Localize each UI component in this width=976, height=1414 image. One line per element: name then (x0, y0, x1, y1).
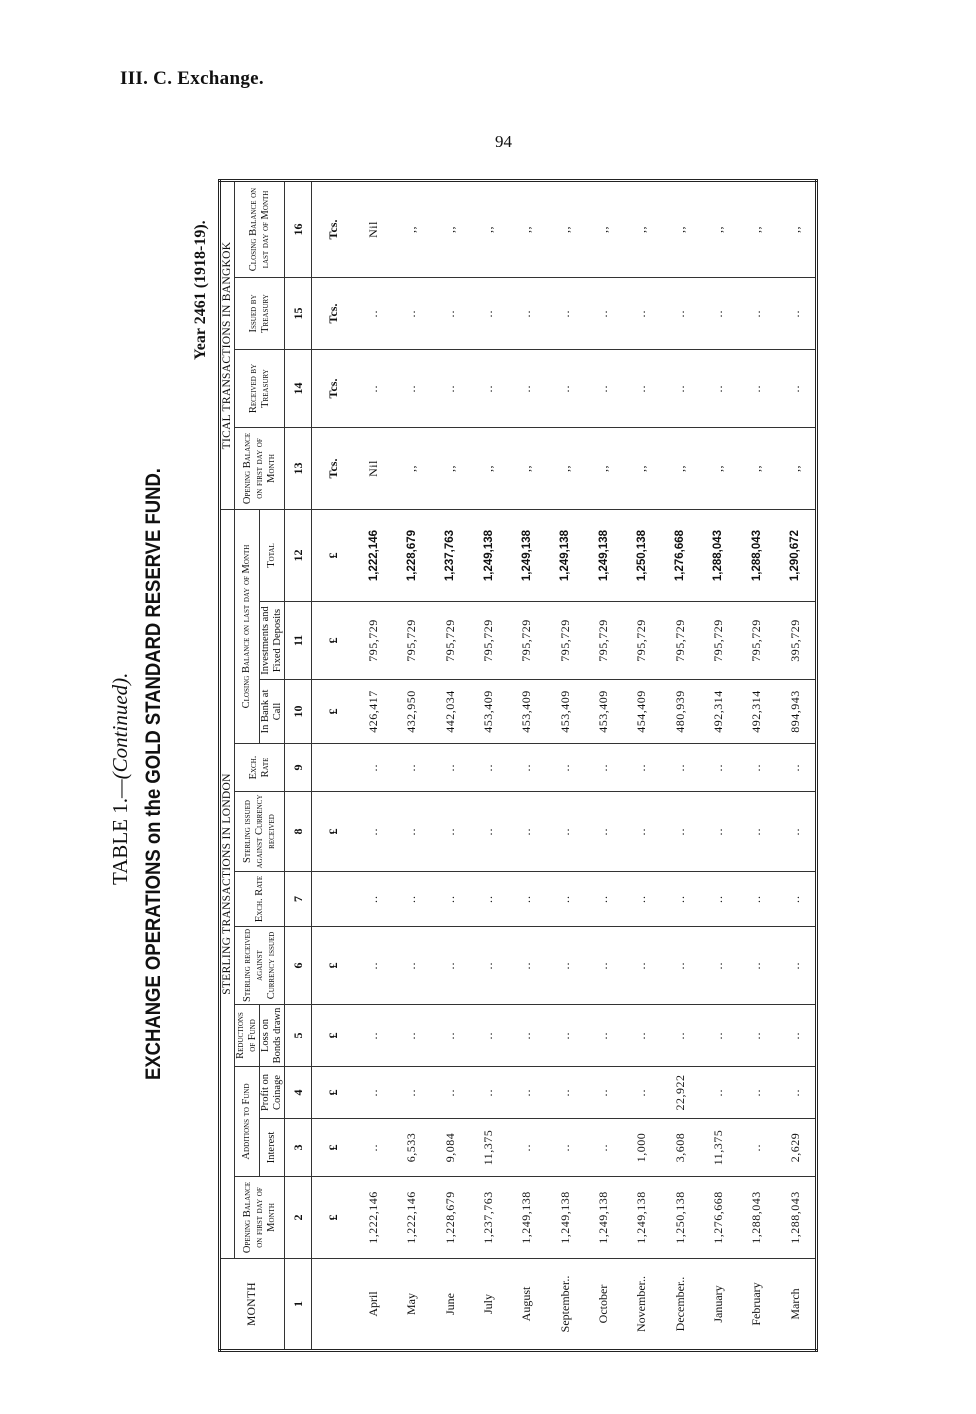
column-number: 1 (285, 1259, 312, 1351)
value-cell-11: 795,729 (738, 602, 776, 680)
sterling-received-header: Sterling received against Currency issued (235, 927, 285, 1005)
table-row (469, 180, 507, 1350)
value-cell-6: .. (623, 927, 661, 1005)
table-label: TABLE 1. (108, 798, 132, 885)
unit-cell: £ (312, 1119, 355, 1177)
column-number: 12 (285, 510, 312, 602)
column-number: 2 (285, 1177, 312, 1259)
exchange-operations-table-wrapper (218, 182, 818, 1352)
value-cell-5: .. (661, 1005, 699, 1067)
value-cell-11: 795,729 (431, 602, 469, 680)
unit-cell: Tcs. (312, 278, 355, 350)
column-number: 10 (285, 680, 312, 744)
value-cell-9: .. (776, 744, 817, 792)
value-cell-13: ,, (431, 428, 469, 510)
value-cell-11: 795,729 (546, 602, 584, 680)
london-group-header: STERLING TRANSACTIONS IN LONDON (220, 510, 235, 1259)
unit-cell (312, 1259, 355, 1351)
value-cell-8: .. (508, 792, 546, 872)
table-row (623, 180, 661, 1350)
total-header: Total (260, 510, 285, 602)
value-cell-6: .. (738, 927, 776, 1005)
value-cell-5: .. (776, 1005, 817, 1067)
column-number: 4 (285, 1067, 312, 1119)
value-cell-10: 432,950 (393, 680, 431, 744)
value-cell-15: .. (776, 278, 817, 350)
value-cell-7: .. (546, 872, 584, 927)
value-cell-16: ,, (623, 180, 661, 277)
value-cell-3: 1,000 (623, 1119, 661, 1177)
value-cell-5: .. (738, 1005, 776, 1067)
column-number: 11 (285, 602, 312, 680)
unit-cell: Tcs. (312, 428, 355, 510)
value-cell-7: .. (776, 872, 817, 927)
value-cell-8: .. (776, 792, 817, 872)
value-cell-7: .. (469, 872, 507, 927)
value-cell-14: .. (546, 350, 584, 428)
value-cell-5: .. (699, 1005, 737, 1067)
value-cell-3: .. (354, 1119, 392, 1177)
value-cell-12: 1,228,679 (393, 510, 431, 602)
interest-header: Interest (260, 1119, 285, 1177)
value-cell-2: 1,250,138 (661, 1177, 699, 1259)
month-cell: November.. (623, 1259, 661, 1351)
unit-cell: £ (312, 927, 355, 1005)
table-row (699, 180, 737, 1350)
value-cell-12: 1,288,043 (738, 510, 776, 602)
investments-header: Investments and Fixed Deposits (260, 602, 285, 680)
month-cell: February (738, 1259, 776, 1351)
value-cell-2: 1,276,668 (699, 1177, 737, 1259)
unit-cell: £ (312, 792, 355, 872)
value-cell-5: .. (584, 1005, 622, 1067)
value-cell-11: 795,729 (393, 602, 431, 680)
value-cell-12: 1,250,138 (623, 510, 661, 602)
value-cell-14: .. (508, 350, 546, 428)
value-cell-10: 480,939 (661, 680, 699, 744)
value-cell-8: .. (584, 792, 622, 872)
value-cell-3: 2,629 (776, 1119, 817, 1177)
value-cell-4: .. (738, 1067, 776, 1119)
value-cell-5: .. (623, 1005, 661, 1067)
value-cell-4: .. (431, 1067, 469, 1119)
value-cell-8: .. (738, 792, 776, 872)
bangkok-group-header: TICAL TRANSACTIONS IN BANGKOK (220, 180, 235, 509)
value-cell-14: .. (431, 350, 469, 428)
unit-cell: £ (312, 1005, 355, 1067)
value-cell-10: 894,943 (776, 680, 817, 744)
tical-closing-header: Closing Balance on last day of Month (235, 180, 285, 277)
value-cell-8: .. (661, 792, 699, 872)
year-label: Year 2461 (1918-19). (192, 220, 209, 360)
value-cell-13: ,, (469, 428, 507, 510)
value-cell-9: .. (354, 744, 392, 792)
value-cell-6: .. (393, 927, 431, 1005)
exchange-operations-table (218, 179, 818, 1352)
value-cell-9: .. (546, 744, 584, 792)
value-cell-4: .. (393, 1067, 431, 1119)
in-bank-header: In Bank at Call (260, 680, 285, 744)
value-cell-4: .. (469, 1067, 507, 1119)
value-cell-12: 1,249,138 (508, 510, 546, 602)
value-cell-8: .. (546, 792, 584, 872)
value-cell-12: 1,249,138 (546, 510, 584, 602)
column-number: 15 (285, 278, 312, 350)
exch-rate-header-2: Exch. Rate (235, 744, 285, 792)
value-cell-7: .. (699, 872, 737, 927)
value-cell-16: ,, (469, 180, 507, 277)
value-cell-8: .. (699, 792, 737, 872)
issued-by-treasury-header: Issued by Treasury (235, 278, 285, 350)
value-cell-7: .. (354, 872, 392, 927)
value-cell-3: 9,084 (431, 1119, 469, 1177)
value-cell-6: .. (508, 927, 546, 1005)
value-cell-12: 1,222,146 (354, 510, 392, 602)
value-cell-8: .. (393, 792, 431, 872)
column-number: 9 (285, 744, 312, 792)
value-cell-5: .. (393, 1005, 431, 1067)
value-cell-2: 1,222,146 (354, 1177, 392, 1259)
additions-header: Additions to Fund (235, 1067, 260, 1177)
value-cell-10: 453,409 (508, 680, 546, 744)
value-cell-15: .. (623, 278, 661, 350)
fund-title: EXCHANGE OPERATIONS on the GOLD STANDARD RESERVE FUND. (142, 468, 165, 1080)
value-cell-3: .. (738, 1119, 776, 1177)
table-row (738, 180, 776, 1350)
value-cell-11: 795,729 (508, 602, 546, 680)
table-row (776, 180, 817, 1350)
value-cell-10: 492,314 (699, 680, 737, 744)
value-cell-16: Nil (354, 180, 392, 277)
value-cell-15: .. (508, 278, 546, 350)
column-number: 13 (285, 428, 312, 510)
value-cell-2: 1,249,138 (546, 1177, 584, 1259)
column-number: 5 (285, 1005, 312, 1067)
column-number: 16 (285, 180, 312, 277)
value-cell-13: ,, (508, 428, 546, 510)
unit-cell: £ (312, 1067, 355, 1119)
value-cell-14: .. (584, 350, 622, 428)
value-cell-7: .. (508, 872, 546, 927)
table-row (661, 180, 699, 1350)
value-cell-7: .. (431, 872, 469, 927)
value-cell-2: 1,228,679 (431, 1177, 469, 1259)
value-cell-6: .. (354, 927, 392, 1005)
value-cell-2: 1,249,138 (584, 1177, 622, 1259)
value-cell-8: .. (431, 792, 469, 872)
table-row (393, 180, 431, 1350)
value-cell-3: .. (584, 1119, 622, 1177)
value-cell-13: ,, (661, 428, 699, 510)
value-cell-15: .. (584, 278, 622, 350)
value-cell-15: .. (546, 278, 584, 350)
value-cell-11: 795,729 (584, 602, 622, 680)
value-cell-2: 1,249,138 (508, 1177, 546, 1259)
value-cell-8: .. (469, 792, 507, 872)
value-cell-3: 6,533 (393, 1119, 431, 1177)
value-cell-16: ,, (661, 180, 699, 277)
value-cell-12: 1,237,763 (431, 510, 469, 602)
value-cell-3: 3,608 (661, 1119, 699, 1177)
value-cell-6: .. (699, 927, 737, 1005)
value-cell-16: ,, (546, 180, 584, 277)
value-cell-3: 11,375 (469, 1119, 507, 1177)
value-cell-15: .. (738, 278, 776, 350)
month-cell: March (776, 1259, 817, 1351)
unit-cell: £ (312, 680, 355, 744)
value-cell-10: 453,409 (546, 680, 584, 744)
value-cell-7: .. (584, 872, 622, 927)
unit-cell: £ (312, 510, 355, 602)
value-cell-14: .. (699, 350, 737, 428)
value-cell-15: .. (393, 278, 431, 350)
value-cell-15: .. (699, 278, 737, 350)
value-cell-5: .. (508, 1005, 546, 1067)
value-cell-13: ,, (546, 428, 584, 510)
unit-cell: £ (312, 602, 355, 680)
value-cell-13: Nil (354, 428, 392, 510)
value-cell-9: .. (508, 744, 546, 792)
column-number: 6 (285, 927, 312, 1005)
value-cell-10: 442,034 (431, 680, 469, 744)
section-title: III. C. Exchange. (120, 68, 264, 89)
value-cell-15: .. (431, 278, 469, 350)
value-cell-14: .. (661, 350, 699, 428)
value-cell-11: 795,729 (469, 602, 507, 680)
table-row (546, 180, 584, 1350)
value-cell-15: .. (661, 278, 699, 350)
unit-cell: £ (312, 1177, 355, 1259)
value-cell-2: 1,222,146 (393, 1177, 431, 1259)
table-row (354, 180, 392, 1350)
value-cell-9: .. (584, 744, 622, 792)
table-row (431, 180, 469, 1350)
value-cell-16: ,, (699, 180, 737, 277)
value-cell-12: 1,288,043 (699, 510, 737, 602)
reductions-header: Reductions of Fund (235, 1005, 260, 1067)
table-row (508, 180, 546, 1350)
value-cell-6: .. (469, 927, 507, 1005)
value-cell-10: 453,409 (469, 680, 507, 744)
value-cell-12: 1,249,138 (584, 510, 622, 602)
value-cell-16: ,, (393, 180, 431, 277)
table-body (312, 180, 817, 1350)
value-cell-2: 1,288,043 (776, 1177, 817, 1259)
value-cell-9: .. (469, 744, 507, 792)
value-cell-6: .. (776, 927, 817, 1005)
opening-balance-header: Opening Balance on first day of Month (235, 1177, 285, 1259)
value-cell-10: 426,417 (354, 680, 392, 744)
group-header-row (220, 180, 235, 1350)
value-cell-7: .. (738, 872, 776, 927)
value-cell-4: .. (546, 1067, 584, 1119)
unit-cell (312, 872, 355, 927)
value-cell-4: 22,922 (661, 1067, 699, 1119)
value-cell-14: .. (623, 350, 661, 428)
value-cell-6: .. (661, 927, 699, 1005)
value-cell-13: ,, (623, 428, 661, 510)
value-cell-4: .. (584, 1067, 622, 1119)
value-cell-13: ,, (584, 428, 622, 510)
value-cell-15: .. (354, 278, 392, 350)
value-cell-12: 1,276,668 (661, 510, 699, 602)
value-cell-13: ,, (776, 428, 817, 510)
value-cell-9: .. (699, 744, 737, 792)
value-cell-16: ,, (776, 180, 817, 277)
value-cell-4: .. (354, 1067, 392, 1119)
profit-on-coinage-header: Profit on Coinage (260, 1067, 285, 1119)
value-cell-15: .. (469, 278, 507, 350)
month-cell: October (584, 1259, 622, 1351)
value-cell-16: ,, (584, 180, 622, 277)
value-cell-4: .. (776, 1067, 817, 1119)
value-cell-3: .. (508, 1119, 546, 1177)
sterling-issued-header: Sterling issued against Currency received (235, 792, 285, 872)
value-cell-11: 795,729 (354, 602, 392, 680)
value-cell-5: .. (469, 1005, 507, 1067)
value-cell-8: .. (623, 792, 661, 872)
month-cell: December.. (661, 1259, 699, 1351)
value-cell-16: ,, (431, 180, 469, 277)
unit-cell (312, 744, 355, 792)
value-cell-14: .. (776, 350, 817, 428)
value-cell-13: ,, (738, 428, 776, 510)
value-cell-4: .. (623, 1067, 661, 1119)
column-number: 3 (285, 1119, 312, 1177)
value-cell-6: .. (431, 927, 469, 1005)
value-cell-12: 1,290,672 (776, 510, 817, 602)
value-cell-4: .. (508, 1067, 546, 1119)
month-header: MONTH (220, 1259, 285, 1351)
month-cell: June (431, 1259, 469, 1351)
value-cell-11: 395,729 (776, 602, 817, 680)
month-cell: April (354, 1259, 392, 1351)
value-cell-14: .. (738, 350, 776, 428)
value-cell-16: ,, (738, 180, 776, 277)
month-cell: September.. (546, 1259, 584, 1351)
value-cell-16: ,, (508, 180, 546, 277)
unit-cell: Tcs. (312, 180, 355, 277)
value-cell-6: .. (546, 927, 584, 1005)
column-header-row (235, 180, 260, 1350)
month-cell: May (393, 1259, 431, 1351)
value-cell-8: .. (354, 792, 392, 872)
value-cell-9: .. (661, 744, 699, 792)
value-cell-7: .. (661, 872, 699, 927)
column-number: 7 (285, 872, 312, 927)
loss-on-bonds-header: Loss on Bonds drawn (260, 1005, 285, 1067)
units-row (312, 180, 355, 1350)
column-number: 14 (285, 350, 312, 428)
value-cell-3: 11,375 (699, 1119, 737, 1177)
value-cell-5: .. (546, 1005, 584, 1067)
closing-balance-header: Closing Balance on last day of Month (235, 510, 260, 744)
value-cell-14: .. (354, 350, 392, 428)
value-cell-9: .. (393, 744, 431, 792)
value-cell-11: 795,729 (623, 602, 661, 680)
month-cell: January (699, 1259, 737, 1351)
table-title (108, 673, 133, 885)
value-cell-4: .. (699, 1067, 737, 1119)
value-cell-10: 492,314 (738, 680, 776, 744)
tical-opening-header: Opening Balance on first day of Month (235, 428, 285, 510)
value-cell-9: .. (431, 744, 469, 792)
value-cell-7: .. (393, 872, 431, 927)
value-cell-5: .. (354, 1005, 392, 1067)
received-by-treasury-header: Received by Treasury (235, 350, 285, 428)
value-cell-9: .. (738, 744, 776, 792)
value-cell-3: .. (546, 1119, 584, 1177)
value-cell-14: .. (393, 350, 431, 428)
page-number: 94 (495, 132, 512, 151)
month-cell: August (508, 1259, 546, 1351)
value-cell-11: 795,729 (699, 602, 737, 680)
column-number-row (285, 180, 312, 1350)
month-cell: July (469, 1259, 507, 1351)
table-row (584, 180, 622, 1350)
value-cell-2: 1,237,763 (469, 1177, 507, 1259)
exch-rate-header-1: Exch. Rate (235, 872, 285, 927)
value-cell-13: ,, (699, 428, 737, 510)
value-cell-7: .. (623, 872, 661, 927)
value-cell-6: .. (584, 927, 622, 1005)
value-cell-12: 1,249,138 (469, 510, 507, 602)
value-cell-10: 454,409 (623, 680, 661, 744)
value-cell-5: .. (431, 1005, 469, 1067)
value-cell-14: .. (469, 350, 507, 428)
value-cell-10: 453,409 (584, 680, 622, 744)
continued-label: —(Continued). (108, 672, 132, 799)
value-cell-2: 1,249,138 (623, 1177, 661, 1259)
value-cell-13: ,, (393, 428, 431, 510)
value-cell-9: .. (623, 744, 661, 792)
value-cell-11: 795,729 (661, 602, 699, 680)
column-number: 8 (285, 792, 312, 872)
unit-cell: Tcs. (312, 350, 355, 428)
value-cell-2: 1,288,043 (738, 1177, 776, 1259)
